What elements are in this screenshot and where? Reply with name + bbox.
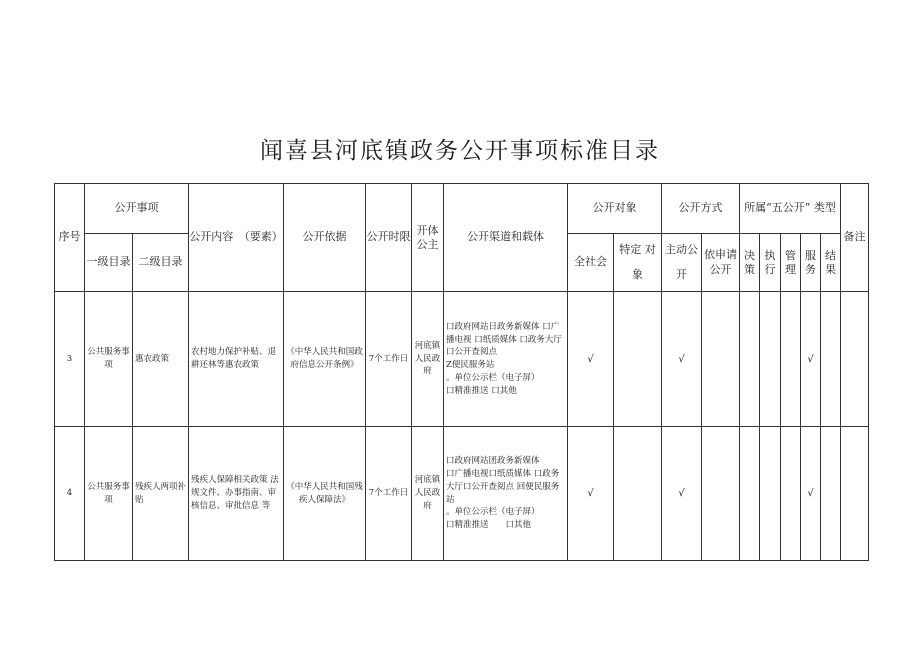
header-five-decision: 决策	[740, 234, 760, 292]
header-five-result: 结果	[821, 234, 841, 292]
row-target-all-check: √	[568, 427, 614, 561]
row-subject: 河底镇人民政府	[412, 292, 444, 427]
row-content: 残疾人保障相关政策 法规文件、办事指南、审核信息、审批信息 等	[189, 427, 284, 561]
row-basis: 《中华人民共和国政府信息公开条例》	[284, 292, 366, 427]
row-channel: 口政府网站团政务新媒体 口广播电视口纸质媒体 口政务大厅口公开查阅点 回便民服务站 。单位公示栏（电子屏） 口精准推送 口其他	[444, 427, 568, 561]
header-target: 公开对象	[568, 184, 662, 234]
header-channel: 公开渠道和载体	[444, 184, 568, 292]
row-target-all-check: √	[568, 292, 614, 427]
header-method: 公开方式	[662, 184, 740, 234]
page-title: 闻喜县河底镇政务公开事项标准目录	[260, 138, 660, 164]
row-level2: 惠农政策	[133, 292, 189, 427]
header-level2: 二级目录	[133, 234, 189, 292]
header-target-all: 全社会	[568, 234, 614, 292]
row-time-limit: 7个工作日	[366, 427, 412, 561]
row-subject: 河底镇人民政府	[412, 427, 444, 561]
table-row	[55, 292, 869, 427]
header-target-specific: 特定 对象	[614, 234, 662, 292]
table-row	[55, 427, 869, 561]
row-method-active-check: √	[662, 292, 702, 427]
catalog-table	[54, 183, 869, 561]
row-time-limit: 7个工作日	[366, 292, 412, 427]
header-level1: 一级目录	[85, 234, 133, 292]
row-seq: 3	[55, 292, 85, 427]
row-method-active-check: √	[662, 427, 702, 561]
header-five: 所属“五公开” 类型	[740, 184, 841, 234]
row-level2: 残疾人两项补贴	[133, 427, 189, 561]
header-method-apply: 依申请公开	[702, 234, 740, 292]
header-five-execute: 执行	[760, 234, 781, 292]
header-five-service: 服务	[801, 234, 821, 292]
header-five-manage: 管理	[781, 234, 801, 292]
header-method-active: 主动公开	[662, 234, 702, 292]
row-five-service-check: √	[801, 427, 821, 561]
header-basis: 公开依据	[284, 184, 366, 292]
row-content: 农村地力保护补贴、退耕还林等惠农政策	[189, 292, 284, 427]
row-level1: 公共服务事项	[85, 427, 133, 561]
header-seq: 序号	[55, 184, 85, 292]
row-channel: 口政府网站日政务新媒体 口广播电视 口纸质媒体 口政务大厅 口公开查阅点 Z便民服务站 。单位公示栏（电子屏） 口精准推送 口其他	[444, 292, 568, 427]
row-level1: 公共服务事项	[85, 292, 133, 427]
header-remark: 备注	[841, 184, 869, 292]
row-five-service-check: √	[801, 292, 821, 427]
row-seq: 4	[55, 427, 85, 561]
header-content: 公开内容 （要素）	[189, 184, 284, 292]
header-subject: 开体公主	[412, 184, 444, 292]
header-item: 公开事项	[85, 184, 189, 234]
row-basis: 《中华人民共和国残疾人保障法》	[284, 427, 366, 561]
header-time-limit: 公开时限	[366, 184, 412, 292]
